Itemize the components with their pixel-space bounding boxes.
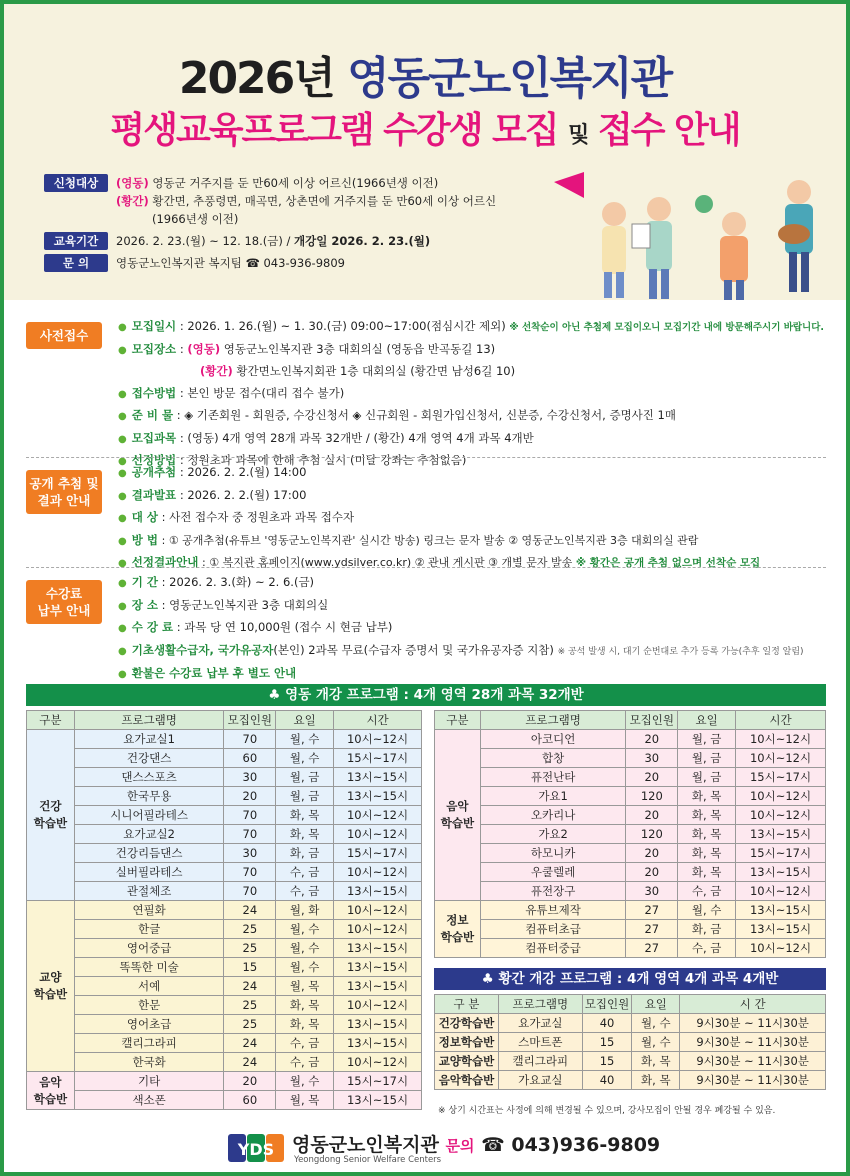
footer-org-name: 영동군노인복지관 bbox=[292, 1134, 439, 1156]
time-cell: 10시~12시 bbox=[736, 939, 826, 958]
capacity-cell: 15 bbox=[582, 1033, 632, 1052]
subtitle-and: 및 bbox=[568, 123, 588, 148]
capacity-cell: 30 bbox=[224, 844, 276, 863]
program-name-cell: 한국화 bbox=[74, 1053, 224, 1072]
sub-title bbox=[4, 102, 846, 153]
capacity-cell: 30 bbox=[626, 749, 678, 768]
weekday-cell: 월, 수 bbox=[632, 1014, 680, 1033]
program-name-cell: 스마트폰 bbox=[498, 1033, 582, 1052]
program-name-cell: 영어중급 bbox=[74, 939, 224, 958]
weekday-cell: 수, 금 bbox=[276, 1053, 334, 1072]
capacity-cell: 20 bbox=[626, 768, 678, 787]
draw-tag: 공개 추첨 및 결과 안내 bbox=[26, 470, 102, 514]
capacity-cell: 24 bbox=[224, 1053, 276, 1072]
weekday-cell: 화, 금 bbox=[276, 844, 334, 863]
time-cell: 10시~12시 bbox=[334, 730, 422, 749]
target-yd: 영동군 거주지를 둔 만60세 이상 어르신(1966년생 이전) bbox=[152, 176, 439, 190]
weekday-cell: 화, 목 bbox=[632, 1071, 680, 1090]
capacity-cell: 70 bbox=[224, 825, 276, 844]
table-header: 구 분 프로그램명 모집인원 요일 시 간 bbox=[435, 995, 826, 1014]
weekday-cell: 화, 목 bbox=[276, 996, 334, 1015]
capacity-cell: 60 bbox=[224, 1091, 276, 1110]
program-name-cell: 관절체조 bbox=[74, 882, 224, 901]
title-year: 2026년 bbox=[178, 53, 334, 104]
target-yd-tag: (영동) bbox=[116, 176, 149, 190]
category-cell: 건강학습반 bbox=[435, 1014, 499, 1033]
table-row bbox=[435, 825, 826, 844]
pre-line-subjects: ● 모집과목 : (영동) 4개 영역 28개 과목 32개반 / (황간) 4개 영역 4개 과목 4개반 bbox=[118, 428, 838, 451]
contact-text: 영동군노인복지관 복지팀 ☎ 043-936-9809 bbox=[116, 256, 345, 270]
yd-table-left bbox=[26, 710, 422, 1110]
pre-line-place: ● 모집장소 : (영동) 영동군노인복지관 3층 대회의실 (영동읍 반곡동길 13) bbox=[118, 339, 838, 362]
contact-row bbox=[44, 254, 524, 272]
fee-line-3: ● 기초생활수급자, 국가유공자(본인) 2과목 무료(수급자 증명서 및 국가유공자증 지참) ※ 공석 발생 시, 대기 순번대로 추가 등록 가능(추후 일정 알림) bbox=[118, 640, 838, 664]
weekday-cell: 화, 목 bbox=[276, 825, 334, 844]
capacity-cell: 30 bbox=[626, 882, 678, 901]
table-row bbox=[27, 863, 422, 882]
table-header: 구분 프로그램명 모집인원 요일 시간 bbox=[27, 711, 422, 730]
category-cell: 음악 학습반 bbox=[27, 1072, 75, 1110]
draw-line-0: ● 공개추첨 : 2026. 2. 2.(월) 14:00 bbox=[118, 462, 838, 485]
category-cell: 정보학습반 bbox=[435, 1033, 499, 1052]
program-name-cell: 캘리그라피 bbox=[498, 1052, 582, 1071]
target-row bbox=[44, 174, 524, 228]
pre-line-items: ● 준 비 물 : ◈ 기존회원 - 회원증, 수강신청서 ◈ 신규회원 - 회원가입신청서, 신분증, 수강신청서, 증명사진 1매 bbox=[118, 405, 838, 428]
time-cell: 13시~15시 bbox=[334, 939, 422, 958]
program-name-cell: 퓨전난타 bbox=[480, 768, 626, 787]
pre-line-place2: (황간) 황간면노인복지회관 1층 대회의실 (황간면 남성6길 10) bbox=[200, 364, 516, 378]
category-cell: 음악 학습반 bbox=[435, 730, 481, 901]
table-row bbox=[435, 920, 826, 939]
draw-body bbox=[118, 462, 838, 575]
time-cell: 13시~15시 bbox=[334, 1034, 422, 1053]
capacity-cell: 25 bbox=[224, 920, 276, 939]
program-name-cell: 실버필라테스 bbox=[74, 863, 224, 882]
weekday-cell: 화, 목 bbox=[276, 806, 334, 825]
table-row bbox=[27, 882, 422, 901]
table-header: 구분 프로그램명 모집인원 요일 시간 bbox=[435, 711, 826, 730]
table-row bbox=[27, 1072, 422, 1091]
time-cell: 13시~15시 bbox=[736, 863, 826, 882]
program-name-cell: 요가교실2 bbox=[74, 825, 224, 844]
capacity-cell: 24 bbox=[224, 1034, 276, 1053]
time-cell: 13시~15시 bbox=[736, 920, 826, 939]
weekday-cell: 월, 목 bbox=[276, 1091, 334, 1110]
program-name-cell: 한국무용 bbox=[74, 787, 224, 806]
table-row bbox=[435, 882, 826, 901]
table-row bbox=[27, 939, 422, 958]
program-name-cell: 컴퓨터초급 bbox=[480, 920, 626, 939]
program-name-cell: 하모니카 bbox=[480, 844, 626, 863]
program-name-cell: 가요2 bbox=[480, 825, 626, 844]
capacity-cell: 70 bbox=[224, 730, 276, 749]
yd-table-right bbox=[434, 710, 826, 958]
contact-label: 문 의 bbox=[44, 254, 108, 272]
hw-program-banner: ♣ 황간 개강 프로그램 : 4개 영역 4개 과목 4개반 bbox=[434, 968, 826, 990]
capacity-cell: 25 bbox=[224, 1015, 276, 1034]
table-row bbox=[435, 749, 826, 768]
table-row bbox=[27, 1015, 422, 1034]
category-cell: 음악학습반 bbox=[435, 1071, 499, 1090]
table-row bbox=[435, 787, 826, 806]
table-row bbox=[435, 863, 826, 882]
table-row bbox=[435, 1071, 826, 1090]
time-cell: 10시~12시 bbox=[334, 996, 422, 1015]
footer bbox=[4, 1124, 846, 1172]
program-name-cell: 컴퓨터중급 bbox=[480, 939, 626, 958]
weekday-cell: 월, 수 bbox=[678, 901, 736, 920]
program-name-cell: 요가교실 bbox=[498, 1014, 582, 1033]
capacity-cell: 15 bbox=[224, 958, 276, 977]
table-row bbox=[435, 730, 826, 749]
pre-line-date: ● 모집일시 : 2026. 1. 26.(월) ~ 1. 30.(금) 09:00~17:00(점심시간 제외) ※ 선착순이 아닌 추첨제 모집이오니 모집기간 내에 방문해주시기 바랍니다. bbox=[118, 316, 838, 339]
weekday-cell: 수, 금 bbox=[678, 939, 736, 958]
weekday-cell: 수, 금 bbox=[276, 863, 334, 882]
time-cell: 15시~17시 bbox=[334, 749, 422, 768]
table-row bbox=[27, 1053, 422, 1072]
capacity-cell: 70 bbox=[224, 806, 276, 825]
draw-line-3: ● 방 법 : ① 공개추첨(유튜브 '영동군노인복지관' 실시간 방송) 링크는 문자 발송 ② 영동군노인복지관 3층 대회의실 관람 bbox=[118, 530, 838, 553]
capacity-cell: 20 bbox=[626, 806, 678, 825]
fee-line-0: ● 기 간 : 2026. 2. 3.(화) ~ 2. 6.(금) bbox=[118, 572, 838, 595]
weekday-cell: 월, 수 bbox=[632, 1033, 680, 1052]
footer-english-name: Yeongdong Senior Welfare Centers bbox=[294, 1155, 442, 1165]
draw-line-4: ● 선정결과안내 : ① 복지관 홈페이지(www.ydsilver.co.kr) ② 관내 게시판 ③ 개별 문자 발송 ※ 황간은 공개 추첨 없으며 선착순 모집 bbox=[118, 552, 838, 575]
hero-section bbox=[4, 4, 846, 300]
program-name-cell: 유튜브제작 bbox=[480, 901, 626, 920]
program-name-cell: 건강댄스 bbox=[74, 749, 224, 768]
table-row bbox=[27, 958, 422, 977]
capacity-cell: 24 bbox=[224, 977, 276, 996]
weekday-cell: 월, 금 bbox=[678, 768, 736, 787]
capacity-cell: 40 bbox=[582, 1014, 632, 1033]
subtitle-recruit: 평생교육프로그램 수강생 모집 bbox=[110, 110, 558, 151]
weekday-cell: 화, 목 bbox=[678, 863, 736, 882]
program-name-cell: 요가교실1 bbox=[74, 730, 224, 749]
program-name-cell: 우쿨렐레 bbox=[480, 863, 626, 882]
weekday-cell: 수, 금 bbox=[276, 882, 334, 901]
time-cell: 10시~12시 bbox=[334, 825, 422, 844]
main-title bbox=[4, 42, 846, 106]
divider bbox=[26, 457, 826, 458]
footer-phone: ☎ 043)936-9809 bbox=[481, 1134, 661, 1156]
capacity-cell: 20 bbox=[626, 863, 678, 882]
table-row bbox=[27, 1091, 422, 1110]
program-name-cell: 서예 bbox=[74, 977, 224, 996]
program-name-cell: 가요1 bbox=[480, 787, 626, 806]
weekday-cell: 수, 금 bbox=[276, 1034, 334, 1053]
yd-program-banner: ♣ 영동 개강 프로그램 : 4개 영역 28개 과목 32개반 bbox=[26, 684, 826, 706]
yds-logo bbox=[228, 1132, 284, 1164]
table-row bbox=[27, 901, 422, 920]
draw-line-1: ● 결과발표 : 2026. 2. 2.(월) 17:00 bbox=[118, 485, 838, 508]
title-org: 영동군노인복지관 bbox=[347, 53, 672, 104]
capacity-cell: 70 bbox=[224, 882, 276, 901]
weekday-cell: 월, 금 bbox=[276, 787, 334, 806]
period-row bbox=[44, 232, 524, 250]
time-cell: 10시~12시 bbox=[736, 749, 826, 768]
table-row bbox=[27, 749, 422, 768]
table-row bbox=[435, 901, 826, 920]
time-cell: 13시~15시 bbox=[334, 1091, 422, 1110]
weekday-cell: 월, 목 bbox=[276, 977, 334, 996]
hw-table bbox=[434, 994, 826, 1090]
time-cell: 10시~12시 bbox=[736, 787, 826, 806]
period-label: 교육기간 bbox=[44, 232, 108, 250]
time-cell: 15시~17시 bbox=[334, 844, 422, 863]
svg-text:YDS: YDS bbox=[237, 1140, 275, 1159]
time-cell: 13시~15시 bbox=[736, 825, 826, 844]
capacity-cell: 20 bbox=[224, 1072, 276, 1091]
footer-inquiry-label: 문의 bbox=[445, 1137, 475, 1155]
weekday-cell: 월, 금 bbox=[678, 749, 736, 768]
period-open: 개강일 2026. 2. 23.(월) bbox=[294, 234, 431, 248]
target-label: 신청대상 bbox=[44, 174, 108, 192]
info-box bbox=[44, 174, 524, 276]
weekday-cell: 월, 수 bbox=[276, 939, 334, 958]
weekday-cell: 화, 목 bbox=[632, 1052, 680, 1071]
weekday-cell: 화, 목 bbox=[678, 844, 736, 863]
weekday-cell: 월, 수 bbox=[276, 1072, 334, 1091]
table-row bbox=[435, 768, 826, 787]
subtitle-guide: 접수 안내 bbox=[597, 110, 740, 151]
capacity-cell: 40 bbox=[582, 1071, 632, 1090]
capacity-cell: 24 bbox=[224, 901, 276, 920]
table-row bbox=[27, 825, 422, 844]
time-cell: 13시~15시 bbox=[334, 1015, 422, 1034]
capacity-cell: 27 bbox=[626, 920, 678, 939]
seniors-illustration bbox=[544, 154, 844, 300]
time-cell: 10시~12시 bbox=[736, 882, 826, 901]
program-name-cell: 기타 bbox=[74, 1072, 224, 1091]
table-row bbox=[27, 996, 422, 1015]
time-cell: 15시~17시 bbox=[736, 768, 826, 787]
time-cell: 10시~12시 bbox=[334, 806, 422, 825]
capacity-cell: 25 bbox=[224, 996, 276, 1015]
table-row bbox=[27, 920, 422, 939]
table-row bbox=[435, 1033, 826, 1052]
target-hg-year: (1966년생 이전) bbox=[152, 212, 239, 226]
weekday-cell: 월, 수 bbox=[276, 958, 334, 977]
time-cell: 13시~15시 bbox=[334, 958, 422, 977]
weekday-cell: 화, 목 bbox=[678, 787, 736, 806]
table-row bbox=[435, 806, 826, 825]
table-row bbox=[27, 787, 422, 806]
weekday-cell: 화, 목 bbox=[678, 825, 736, 844]
time-cell: 13시~15시 bbox=[736, 901, 826, 920]
weekday-cell: 월, 수 bbox=[276, 920, 334, 939]
program-name-cell: 연필화 bbox=[74, 901, 224, 920]
program-name-cell: 댄스스포츠 bbox=[74, 768, 224, 787]
category-cell: 건강 학습반 bbox=[27, 730, 75, 901]
fee-tag: 수강료 납부 안내 bbox=[26, 580, 102, 624]
program-name-cell: 한문 bbox=[74, 996, 224, 1015]
time-cell: 13시~15시 bbox=[334, 882, 422, 901]
program-name-cell: 합창 bbox=[480, 749, 626, 768]
program-name-cell: 퓨전장구 bbox=[480, 882, 626, 901]
target-hg-tag: (황간) bbox=[116, 194, 149, 208]
time-cell: 10시~12시 bbox=[334, 863, 422, 882]
draw-line-2: ● 대 상 : 사전 접수자 중 정원초과 과목 접수자 bbox=[118, 507, 838, 530]
weekday-cell: 수, 금 bbox=[678, 882, 736, 901]
program-name-cell: 똑똑한 미술 bbox=[74, 958, 224, 977]
program-name-cell: 가요교실 bbox=[498, 1071, 582, 1090]
footer-org bbox=[292, 1130, 660, 1157]
category-cell: 교양 학습반 bbox=[27, 901, 75, 1072]
capacity-cell: 60 bbox=[224, 749, 276, 768]
weekday-cell: 월, 화 bbox=[276, 901, 334, 920]
weekday-cell: 월, 수 bbox=[276, 730, 334, 749]
weekday-cell: 화, 목 bbox=[276, 1015, 334, 1034]
time-cell: 10시~12시 bbox=[334, 1053, 422, 1072]
capacity-cell: 70 bbox=[224, 863, 276, 882]
fee-line-2: ● 수 강 료 : 과목 당 연 10,000원 (접수 시 현금 납부) bbox=[118, 617, 838, 640]
target-hg: 황간면, 추풍령면, 매곡면, 상촌면에 거주지를 둔 만60세 이상 어르신 bbox=[152, 194, 497, 208]
schedule-note: ※ 상기 시간표는 사정에 의해 변경될 수 있으며, 강사모집이 안될 경우 폐강될 수 있음. bbox=[438, 1106, 776, 1116]
time-cell: 9시30분 ~ 11시30분 bbox=[680, 1033, 826, 1052]
pre-line-method: ● 접수방법 : 본인 방문 접수(대리 접수 불가) bbox=[118, 383, 838, 406]
program-name-cell: 오카리나 bbox=[480, 806, 626, 825]
table-row bbox=[27, 730, 422, 749]
period-text: 2026. 2. 23.(월) ~ 12. 18.(금) / bbox=[116, 234, 291, 248]
program-name-cell: 시니어필라테스 bbox=[74, 806, 224, 825]
time-cell: 13시~15시 bbox=[334, 768, 422, 787]
program-name-cell: 건강리듬댄스 bbox=[74, 844, 224, 863]
table-row bbox=[435, 939, 826, 958]
capacity-cell: 15 bbox=[582, 1052, 632, 1071]
capacity-cell: 120 bbox=[626, 825, 678, 844]
table-row bbox=[27, 844, 422, 863]
program-name-cell: 아코디언 bbox=[480, 730, 626, 749]
program-name-cell: 캘리그라피 bbox=[74, 1034, 224, 1053]
category-cell: 정보 학습반 bbox=[435, 901, 481, 958]
capacity-cell: 30 bbox=[224, 768, 276, 787]
capacity-cell: 20 bbox=[626, 730, 678, 749]
fee-line-4: ● 환불은 수강료 납부 후 별도 안내 bbox=[118, 663, 838, 686]
category-cell: 교양학습반 bbox=[435, 1052, 499, 1071]
table-row bbox=[27, 806, 422, 825]
fee-line-1: ● 장 소 : 영동군노인복지관 3층 대회의실 bbox=[118, 595, 838, 618]
time-cell: 9시30분 ~ 11시30분 bbox=[680, 1014, 826, 1033]
pre-tag: 사전접수 bbox=[26, 322, 102, 349]
table-row bbox=[27, 768, 422, 787]
capacity-cell: 120 bbox=[626, 787, 678, 806]
capacity-cell: 25 bbox=[224, 939, 276, 958]
table-row bbox=[435, 1014, 826, 1033]
weekday-cell: 월, 금 bbox=[276, 768, 334, 787]
table-row bbox=[27, 977, 422, 996]
weekday-cell: 화, 목 bbox=[678, 806, 736, 825]
time-cell: 10시~12시 bbox=[334, 920, 422, 939]
table-row bbox=[435, 1052, 826, 1071]
weekday-cell: 월, 금 bbox=[678, 730, 736, 749]
time-cell: 15시~17시 bbox=[334, 1072, 422, 1091]
program-name-cell: 영어초급 bbox=[74, 1015, 224, 1034]
time-cell: 13시~15시 bbox=[334, 977, 422, 996]
table-row bbox=[27, 1034, 422, 1053]
time-cell: 9시30분 ~ 11시30분 bbox=[680, 1071, 826, 1090]
capacity-cell: 20 bbox=[626, 844, 678, 863]
table-row bbox=[435, 844, 826, 863]
weekday-cell: 화, 금 bbox=[678, 920, 736, 939]
capacity-cell: 27 bbox=[626, 901, 678, 920]
divider bbox=[26, 567, 826, 568]
time-cell: 10시~12시 bbox=[334, 901, 422, 920]
time-cell: 10시~12시 bbox=[736, 806, 826, 825]
time-cell: 15시~17시 bbox=[736, 844, 826, 863]
fee-body bbox=[118, 572, 838, 686]
pre-line-selection: ● 선정방법 : 정원초과 과목에 한해 추첨 실시 (미달 강좌는 추첨없음) bbox=[118, 450, 838, 473]
program-name-cell: 한글 bbox=[74, 920, 224, 939]
program-name-cell: 색소폰 bbox=[74, 1091, 224, 1110]
time-cell: 9시30분 ~ 11시30분 bbox=[680, 1052, 826, 1071]
time-cell: 13시~15시 bbox=[334, 787, 422, 806]
pre-body bbox=[118, 316, 838, 473]
time-cell: 10시~12시 bbox=[736, 730, 826, 749]
capacity-cell: 27 bbox=[626, 939, 678, 958]
capacity-cell: 20 bbox=[224, 787, 276, 806]
weekday-cell: 월, 수 bbox=[276, 749, 334, 768]
